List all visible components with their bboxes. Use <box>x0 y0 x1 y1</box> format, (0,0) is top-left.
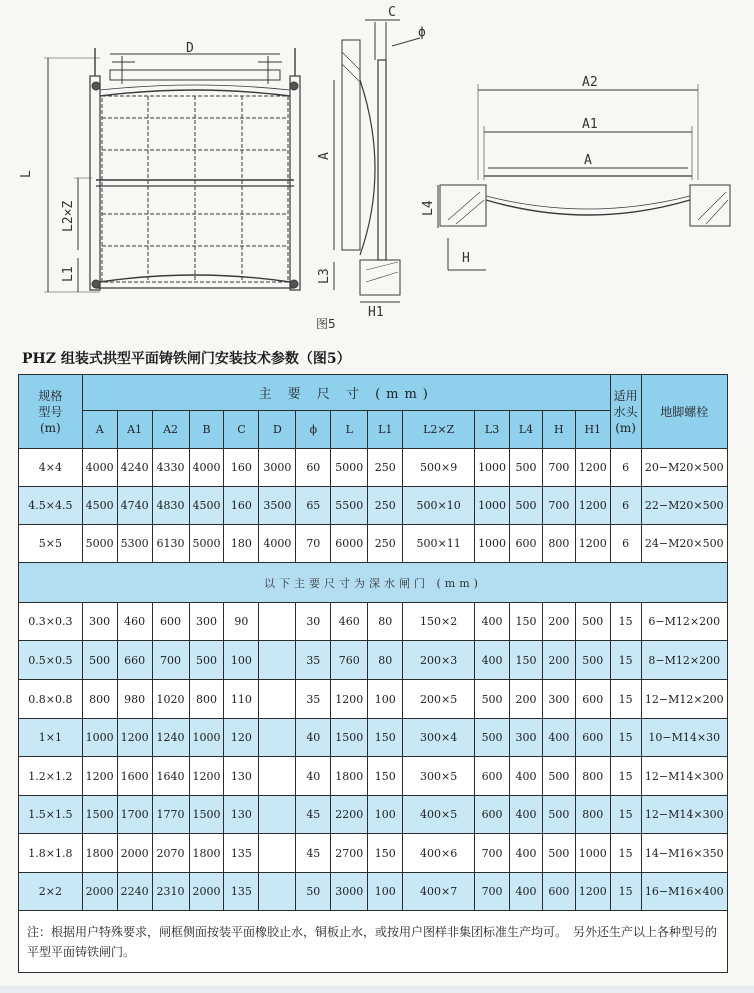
footnote: 注：根据用户特殊要求，闸框侧面按装平面橡胶止水，铜板止水，或按用户图样非集团标准生产均可。 另外还生产以上各种型号的平型平面铸铁闸门。 <box>19 911 728 973</box>
value-cell: 500 <box>542 796 575 834</box>
model-cell: 1.2×1.2 <box>19 757 83 796</box>
table-row <box>19 603 728 641</box>
value-cell: 35 <box>296 641 331 680</box>
value-cell <box>259 680 296 719</box>
value-cell: 1200 <box>575 525 610 563</box>
value-cell: 1500 <box>82 796 117 834</box>
value-cell: 6130 <box>152 525 189 563</box>
value-cell: 460 <box>331 603 368 641</box>
col-header: L4 <box>510 411 543 449</box>
value-cell: 160 <box>224 449 259 487</box>
table-row <box>19 873 728 911</box>
value-cell: 200×5 <box>403 680 475 719</box>
value-cell: 80 <box>368 603 403 641</box>
value-cell: 250 <box>368 487 403 525</box>
value-cell: 1200 <box>117 719 152 757</box>
value-cell: 250 <box>368 449 403 487</box>
value-cell: 400 <box>510 757 543 796</box>
model-cell: 1.5×1.5 <box>19 796 83 834</box>
value-cell: 400 <box>475 641 510 680</box>
section-note: 以下主要尺寸为深水闸门 (mm) <box>19 563 728 603</box>
value-cell: 4330 <box>152 449 189 487</box>
value-cell: 4740 <box>117 487 152 525</box>
value-cell: 15 <box>610 680 641 719</box>
model-cell: 0.8×0.8 <box>19 680 83 719</box>
value-cell: 4830 <box>152 487 189 525</box>
value-cell: 5000 <box>82 525 117 563</box>
value-cell: 5500 <box>331 487 368 525</box>
col-header: L2×Z <box>403 411 475 449</box>
value-cell: 180 <box>224 525 259 563</box>
value-cell: 1020 <box>152 680 189 719</box>
value-cell <box>259 873 296 911</box>
value-cell: 6 <box>610 525 641 563</box>
value-cell: 3000 <box>331 873 368 911</box>
value-cell: 2000 <box>82 873 117 911</box>
value-cell: 300×5 <box>403 757 475 796</box>
value-cell: 300 <box>189 603 224 641</box>
value-cell: 800 <box>189 680 224 719</box>
col-header: L3 <box>475 411 510 449</box>
value-cell: 800 <box>542 525 575 563</box>
value-cell: 1200 <box>575 449 610 487</box>
value-cell: 80 <box>368 641 403 680</box>
value-cell: 2000 <box>117 834 152 873</box>
value-cell: 500 <box>475 719 510 757</box>
value-cell: 1800 <box>82 834 117 873</box>
value-cell: 760 <box>331 641 368 680</box>
value-cell: 1000 <box>189 719 224 757</box>
col-header: D <box>259 411 296 449</box>
gate-drawing <box>0 0 754 340</box>
header-main-dims: 主 要 尺 寸 (mm) <box>82 375 610 411</box>
value-cell: 4500 <box>189 487 224 525</box>
dim-label-L1: L1 <box>61 266 76 282</box>
value-cell: 150 <box>368 719 403 757</box>
table-row <box>19 487 728 525</box>
value-cell: 700 <box>542 487 575 525</box>
value-cell: 1500 <box>189 796 224 834</box>
value-cell: 400 <box>510 834 543 873</box>
value-cell: 40 <box>296 757 331 796</box>
dim-label-A-side: A <box>317 152 332 160</box>
table-row <box>19 796 728 834</box>
value-cell: 400 <box>475 603 510 641</box>
col-header: B <box>189 411 224 449</box>
value-cell: 700 <box>475 873 510 911</box>
value-cell: 800 <box>575 757 610 796</box>
value-cell: 2240 <box>117 873 152 911</box>
dim-label-C: C <box>388 5 396 20</box>
col-header: ϕ <box>296 411 331 449</box>
value-cell: 65 <box>296 487 331 525</box>
value-cell: 500×9 <box>403 449 475 487</box>
value-cell: 500 <box>575 603 610 641</box>
bolt-cell: 20−M20×500 <box>641 449 727 487</box>
value-cell: 400×7 <box>403 873 475 911</box>
value-cell: 110 <box>224 680 259 719</box>
value-cell: 15 <box>610 873 641 911</box>
dim-label-L2xZ: L2×Z <box>61 200 76 232</box>
spec-table <box>18 374 728 973</box>
bolt-cell: 10−M14×30 <box>641 719 727 757</box>
table-row <box>19 757 728 796</box>
table-row <box>19 680 728 719</box>
value-cell: 3000 <box>259 449 296 487</box>
value-cell: 1000 <box>575 834 610 873</box>
value-cell: 45 <box>296 796 331 834</box>
value-cell: 45 <box>296 834 331 873</box>
value-cell: 980 <box>117 680 152 719</box>
value-cell: 135 <box>224 873 259 911</box>
col-header: H <box>542 411 575 449</box>
value-cell: 2700 <box>331 834 368 873</box>
bolt-cell: 12−M14×300 <box>641 757 727 796</box>
value-cell: 460 <box>117 603 152 641</box>
value-cell: 120 <box>224 719 259 757</box>
value-cell: 400 <box>542 719 575 757</box>
value-cell: 2070 <box>152 834 189 873</box>
model-cell: 5×5 <box>19 525 83 563</box>
value-cell: 500 <box>542 834 575 873</box>
dim-label-A2: A2 <box>582 75 598 90</box>
value-cell: 1200 <box>331 680 368 719</box>
value-cell: 150×2 <box>403 603 475 641</box>
value-cell: 1200 <box>575 873 610 911</box>
value-cell: 4000 <box>189 449 224 487</box>
model-cell: 0.3×0.3 <box>19 603 83 641</box>
table-row <box>19 449 728 487</box>
gate-drawing-figure <box>0 0 754 340</box>
dim-label-A-plan: A <box>584 153 592 168</box>
value-cell: 40 <box>296 719 331 757</box>
value-cell: 300 <box>542 680 575 719</box>
value-cell: 1000 <box>475 525 510 563</box>
table-row <box>19 641 728 680</box>
value-cell: 1000 <box>82 719 117 757</box>
bolt-cell: 22−M20×500 <box>641 487 727 525</box>
dim-label-D: D <box>186 41 194 56</box>
value-cell: 1800 <box>331 757 368 796</box>
value-cell: 250 <box>368 525 403 563</box>
value-cell: 1700 <box>117 796 152 834</box>
value-cell: 35 <box>296 680 331 719</box>
value-cell: 700 <box>542 449 575 487</box>
value-cell: 1200 <box>82 757 117 796</box>
value-cell: 1200 <box>575 487 610 525</box>
value-cell: 90 <box>224 603 259 641</box>
value-cell: 800 <box>82 680 117 719</box>
model-cell: 0.5×0.5 <box>19 641 83 680</box>
value-cell: 660 <box>117 641 152 680</box>
col-header: A <box>82 411 117 449</box>
value-cell: 1500 <box>331 719 368 757</box>
col-header: C <box>224 411 259 449</box>
value-cell: 300 <box>82 603 117 641</box>
value-cell: 1600 <box>117 757 152 796</box>
bolt-cell: 16−M16×400 <box>641 873 727 911</box>
bolt-cell: 12−M12×200 <box>641 680 727 719</box>
value-cell: 600 <box>575 719 610 757</box>
value-cell: 15 <box>610 796 641 834</box>
value-cell: 700 <box>475 834 510 873</box>
value-cell: 5300 <box>117 525 152 563</box>
value-cell: 6 <box>610 487 641 525</box>
figure-caption: 图5 <box>316 317 336 331</box>
model-cell: 1×1 <box>19 719 83 757</box>
value-cell: 600 <box>542 873 575 911</box>
value-cell: 1770 <box>152 796 189 834</box>
value-cell: 70 <box>296 525 331 563</box>
value-cell: 1240 <box>152 719 189 757</box>
value-cell: 15 <box>610 603 641 641</box>
value-cell: 6 <box>610 449 641 487</box>
value-cell: 2000 <box>189 873 224 911</box>
dim-label-L3: L3 <box>317 268 332 284</box>
bolt-cell: 6−M12×200 <box>641 603 727 641</box>
page-bottom-edge <box>0 986 754 993</box>
table-row <box>19 834 728 873</box>
value-cell: 100 <box>368 680 403 719</box>
model-cell: 4.5×4.5 <box>19 487 83 525</box>
value-cell: 60 <box>296 449 331 487</box>
table-row <box>19 719 728 757</box>
value-cell: 4240 <box>117 449 152 487</box>
value-cell <box>259 834 296 873</box>
value-cell: 15 <box>610 757 641 796</box>
value-cell: 50 <box>296 873 331 911</box>
value-cell: 200 <box>542 603 575 641</box>
value-cell: 150 <box>510 603 543 641</box>
value-cell: 4000 <box>82 449 117 487</box>
value-cell: 150 <box>510 641 543 680</box>
table-row <box>19 525 728 563</box>
col-header: L <box>331 411 368 449</box>
value-cell: 1640 <box>152 757 189 796</box>
value-cell: 3500 <box>259 487 296 525</box>
value-cell: 15 <box>610 719 641 757</box>
value-cell: 5000 <box>331 449 368 487</box>
value-cell: 300×4 <box>403 719 475 757</box>
dim-label-A1: A1 <box>582 117 598 132</box>
header-head: 适用 水头 (m) <box>610 375 641 449</box>
value-cell: 600 <box>475 796 510 834</box>
value-cell: 200×3 <box>403 641 475 680</box>
value-cell: 30 <box>296 603 331 641</box>
value-cell <box>259 719 296 757</box>
value-cell: 600 <box>510 525 543 563</box>
value-cell: 200 <box>510 680 543 719</box>
value-cell: 1000 <box>475 487 510 525</box>
table-title: PHZ 组装式拱型平面铸铁闸门安装技术参数（图5） <box>22 351 351 367</box>
value-cell: 15 <box>610 834 641 873</box>
value-cell: 5000 <box>189 525 224 563</box>
dim-label-phi: ϕ <box>418 25 426 40</box>
value-cell: 500 <box>82 641 117 680</box>
value-cell <box>259 641 296 680</box>
model-cell: 2×2 <box>19 873 83 911</box>
value-cell <box>259 757 296 796</box>
value-cell: 600 <box>575 680 610 719</box>
model-cell: 4×4 <box>19 449 83 487</box>
value-cell: 400×6 <box>403 834 475 873</box>
value-cell: 150 <box>368 834 403 873</box>
bolt-cell: 24−M20×500 <box>641 525 727 563</box>
value-cell: 130 <box>224 757 259 796</box>
value-cell: 500 <box>475 680 510 719</box>
value-cell: 500×11 <box>403 525 475 563</box>
col-header: A2 <box>152 411 189 449</box>
value-cell: 500 <box>542 757 575 796</box>
value-cell: 15 <box>610 641 641 680</box>
value-cell: 400×5 <box>403 796 475 834</box>
value-cell: 500 <box>575 641 610 680</box>
col-header: H1 <box>575 411 610 449</box>
value-cell: 100 <box>368 873 403 911</box>
value-cell: 800 <box>575 796 610 834</box>
dim-label-H: H <box>462 251 470 266</box>
header-model: 规格 型号 (m) <box>19 375 83 449</box>
value-cell: 160 <box>224 487 259 525</box>
value-cell: 500×10 <box>403 487 475 525</box>
value-cell <box>259 796 296 834</box>
bolt-cell: 12−M14×300 <box>641 796 727 834</box>
model-cell: 1.8×1.8 <box>19 834 83 873</box>
value-cell: 135 <box>224 834 259 873</box>
value-cell: 500 <box>510 487 543 525</box>
bolt-cell: 8−M12×200 <box>641 641 727 680</box>
header-bolt: 地脚螺栓 <box>641 375 727 449</box>
value-cell: 2200 <box>331 796 368 834</box>
value-cell: 2310 <box>152 873 189 911</box>
value-cell: 600 <box>475 757 510 796</box>
value-cell: 130 <box>224 796 259 834</box>
value-cell: 4500 <box>82 487 117 525</box>
value-cell: 1000 <box>475 449 510 487</box>
dim-label-L4: L4 <box>421 200 436 216</box>
col-header: L1 <box>368 411 403 449</box>
value-cell: 6000 <box>331 525 368 563</box>
value-cell: 150 <box>368 757 403 796</box>
col-header: A1 <box>117 411 152 449</box>
value-cell <box>259 603 296 641</box>
value-cell: 200 <box>542 641 575 680</box>
value-cell: 700 <box>152 641 189 680</box>
value-cell: 500 <box>510 449 543 487</box>
value-cell: 400 <box>510 873 543 911</box>
value-cell: 100 <box>368 796 403 834</box>
value-cell: 600 <box>152 603 189 641</box>
dim-label-L: L <box>19 170 34 178</box>
bolt-cell: 14−M16×350 <box>641 834 727 873</box>
value-cell: 300 <box>510 719 543 757</box>
value-cell: 100 <box>224 641 259 680</box>
value-cell: 1800 <box>189 834 224 873</box>
value-cell: 4000 <box>259 525 296 563</box>
dim-label-H1: H1 <box>368 305 384 320</box>
value-cell: 1200 <box>189 757 224 796</box>
value-cell: 500 <box>189 641 224 680</box>
value-cell: 400 <box>510 796 543 834</box>
